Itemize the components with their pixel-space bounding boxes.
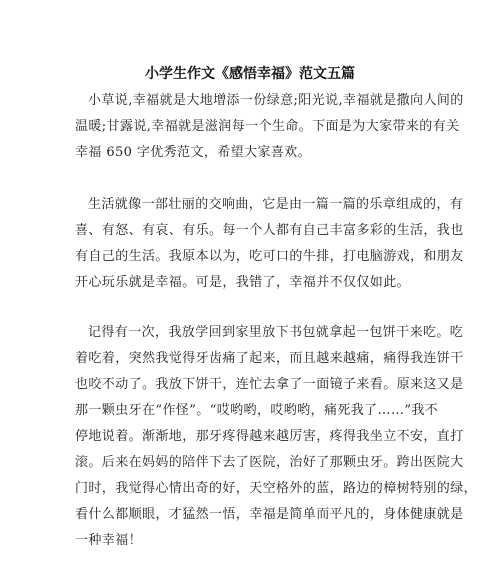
text-line: 有自己的生活。我原本以为，吃可口的牛排，打电脑游戏，和朋友 [75,249,464,264]
text-line: 门时，我觉得心情出奇的好，天空格外的蓝，路边的樟树特别的绿， [75,481,478,496]
text-line: 小草说,幸福就是大地增添一份绿意;阳光说,幸福就是撒向人间的 [88,93,464,108]
text-line: 也咬不动了。我放下饼干，连忙去拿了一面镜子来看。原来这又是 [75,377,464,392]
text-line: 看什么都顺眼，才猛然一悟，幸福是简单而平凡的，身体健康就是 [75,507,464,522]
text-line: 着吃着，突然我觉得牙齿痛了起来，而且越来越痛，痛得我连饼干 [75,351,464,366]
page-title: 小学生作文《感悟幸福》范文五篇 [145,66,355,82]
text-line: 开心玩乐就是幸福。可是，我错了，幸福并不仅仅如此。 [75,275,411,290]
text-line: 喜、有怒、有哀、有乐。每一个人都有自己丰富多彩的生活，我也 [75,223,464,238]
text-line: 那一颗虫牙在“作怪”。“哎哟哟，哎哟哟，痛死我了……”我不 [75,403,439,418]
text-line: 停地说着。渐渐地，那牙疼得越来越厉害，疼得我坐立不安，直打 [75,429,464,444]
text-line: 记得有一次，我放学回到家里放下书包就拿起一包饼干来吃。吃 [88,325,464,340]
text-line: 一种幸福！ [75,533,143,548]
text-line: 生活就像一部壮丽的交响曲，它是由一篇一篇的乐章组成的，有 [88,197,464,212]
text-line: 幸福 650 字优秀范文，希望大家喜欢。 [75,145,312,160]
text-line: 温暖;甘露说,幸福就是滋润每一个生命。下面是为大家带来的有关 [75,119,460,134]
text-line: 滚。后来在妈妈的陪伴下去了医院，治好了那颗虫牙。跨出医院大 [75,455,464,470]
